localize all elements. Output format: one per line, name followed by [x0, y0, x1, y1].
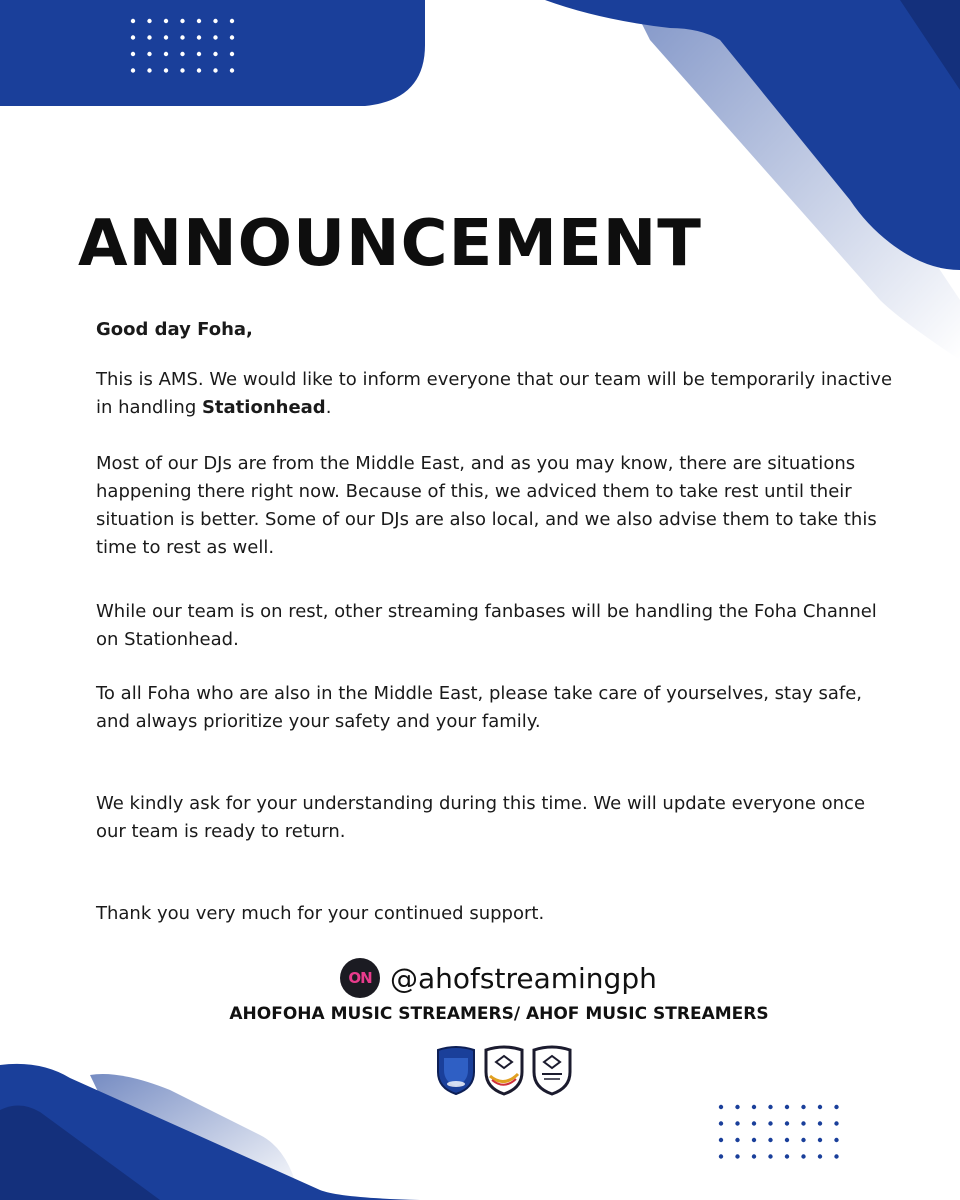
- decor-dot: [131, 52, 135, 56]
- decor-dot: [197, 68, 201, 72]
- decor-dot: [735, 1138, 739, 1142]
- decor-dot: [213, 52, 217, 56]
- decor-dot: [230, 35, 234, 39]
- decor-dot: [834, 1105, 838, 1109]
- paragraph-1-end: .: [325, 397, 332, 418]
- decor-dot: [801, 1121, 805, 1125]
- decor-dot: [131, 19, 135, 23]
- decor-dot: [818, 1138, 822, 1142]
- decor-dot: [164, 68, 168, 72]
- decor-dot: [785, 1121, 789, 1125]
- paragraph-5: We kindly ask for your understanding during this time. We will update everyone once our team is ready to return.: [96, 793, 866, 842]
- decor-dot: [147, 35, 151, 39]
- decor-dot: [131, 68, 135, 72]
- decor-dot: [834, 1138, 838, 1142]
- shield-logo-icon: [482, 1044, 526, 1096]
- decor-dot: [735, 1154, 739, 1158]
- decor-dot: [147, 19, 151, 23]
- decor-dot: [719, 1154, 723, 1158]
- paragraph-4: To all Foha who are also in the Middle East, please take care of yourselves, stay safe, and always prioritize your safety and your family.: [96, 683, 863, 732]
- decor-dot: [230, 52, 234, 56]
- greeting: Good day Foha,: [96, 319, 253, 340]
- team-badges: [434, 1044, 574, 1096]
- decor-dot: [834, 1121, 838, 1125]
- decor-dot: [230, 68, 234, 72]
- decor-dot: [197, 35, 201, 39]
- decor-dot: [213, 68, 217, 72]
- decor-dot: [801, 1105, 805, 1109]
- decor-dot: [752, 1154, 756, 1158]
- decor-dot: [180, 68, 184, 72]
- on-logo-text: ON: [348, 969, 372, 987]
- paragraph-1: [96, 366, 896, 422]
- organization-name: AHOFOHA MUSIC STREAMERS/ AHOF MUSIC STREAMERS: [229, 1004, 769, 1024]
- decor-dot: [785, 1105, 789, 1109]
- decor-dot: [131, 35, 135, 39]
- dot-grid-bottom-right: [719, 1105, 839, 1159]
- decor-dot: [801, 1154, 805, 1158]
- decor-dot: [147, 52, 151, 56]
- page-title: ANNOUNCEMENT: [78, 207, 702, 281]
- decor-dot: [197, 52, 201, 56]
- decor-dot: [768, 1121, 772, 1125]
- decor-dot: [147, 68, 151, 72]
- decor-dot: [768, 1105, 772, 1109]
- decor-dot: [752, 1138, 756, 1142]
- decor-dot: [164, 19, 168, 23]
- decor-dot: [719, 1105, 723, 1109]
- decor-dot: [785, 1154, 789, 1158]
- social-handle: [340, 956, 657, 1000]
- decor-dot: [230, 19, 234, 23]
- paragraph-1-text: This is AMS. We would like to inform everyone that our team will be temporarily inactive in handling: [96, 369, 893, 418]
- stationhead-bold: Stationhead: [201, 397, 326, 418]
- decor-dot: [164, 35, 168, 39]
- decor-dot: [752, 1105, 756, 1109]
- paragraph-6: Thank you very much for your continued support.: [96, 903, 545, 924]
- decor-dot: [735, 1121, 739, 1125]
- decor-dot: [818, 1154, 822, 1158]
- paragraph-3: While our team is on rest, other streaming fanbases will be handling the Foha Channel on Stationhead.: [96, 601, 877, 650]
- decor-dot: [785, 1138, 789, 1142]
- decor-dot: [719, 1121, 723, 1125]
- decor-dot: [213, 19, 217, 23]
- on-platform-logo-icon: [340, 958, 380, 998]
- decor-dot: [818, 1121, 822, 1125]
- decor-dot: [213, 35, 217, 39]
- shield-logo-icon: [530, 1044, 574, 1096]
- decor-dot: [768, 1154, 772, 1158]
- decor-dot: [197, 19, 201, 23]
- decor-dot: [735, 1105, 739, 1109]
- decor-dot: [719, 1138, 723, 1142]
- decor-dot: [768, 1138, 772, 1142]
- decor-dot: [801, 1138, 805, 1142]
- shield-logo-icon: [434, 1044, 478, 1096]
- decor-dot: [818, 1105, 822, 1109]
- decor-dot: [752, 1121, 756, 1125]
- decor-dot: [180, 19, 184, 23]
- decor-dot: [164, 52, 168, 56]
- paragraph-2: Most of our DJs are from the Middle East, and as you may know, there are situations happening there right now. Because of this, we adviced them to take rest until their situation is better. Some of our DJs are also local, and we also advise them to take this time to rest as well.: [96, 453, 877, 558]
- handle-text: @ahofstreamingph: [390, 961, 657, 995]
- decor-dot: [180, 35, 184, 39]
- top-left-shape: [0, 0, 425, 106]
- decor-dot: [180, 52, 184, 56]
- decor-dot: [834, 1154, 838, 1158]
